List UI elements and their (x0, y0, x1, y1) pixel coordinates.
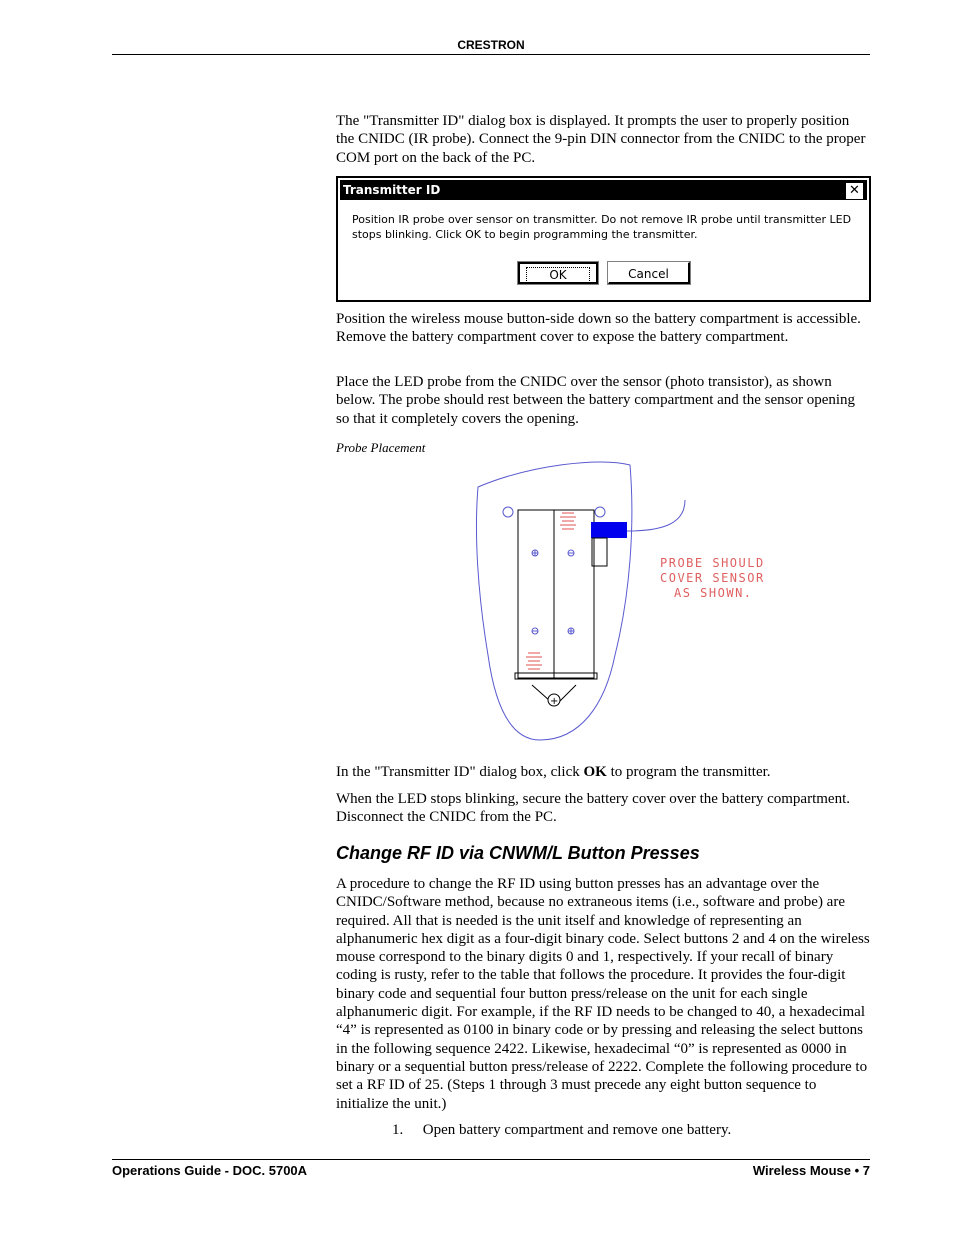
footer-right: Wireless Mouse • 7 (752, 1163, 870, 1178)
probe-placement-figure (470, 455, 770, 745)
step-text: Open battery compartment and remove one battery. (422, 1122, 732, 1138)
procedure-paragraph: A procedure to change the RF ID using button presses has an advantage over the CNIDC/Software method, because no extraneous items (i.e., software and probe) are required. All that is needed is the unit itself and knowledge of representing an alphanumeric hex digit as a four-digit binary code. Select buttons 2 and 4 on the wireless mouse correspond to the binary digits 0 and 1, respectively. If your recall of binary coding is rusty, refer to the table that follows the procedure. It provides the four-digit binary code and sequential four button press/release on the unit for each single alphanumeric digit. For example, if the RF ID needs to be changed to 40, a hexadecimal “4” is represented as 0100 in binary code or by pressing and releasing the select buttons in the following sequence 2422. Likewise, hexadecimal “0” is represented as 0000 in binary or a sequential button press/release of 2222. Complete the following procedure to set a RF ID of 25. (Steps 1 through 3 must precede any eight button sequence to initialize the unit.) (336, 876, 870, 1112)
note-line-2: COVER SENSOR (660, 571, 765, 585)
ok-button[interactable] (518, 262, 598, 284)
battery-spring-bottom (526, 653, 542, 669)
polarity-marks (532, 550, 574, 634)
click-ok-paragraph (336, 763, 870, 781)
p4-text-end: to program the transmitter. (606, 764, 771, 780)
intro-paragraph: The "Transmitter ID" dialog box is displayed. It prompts the user to properly position the CNIDC (IR probe). Connect the 9-pin DIN connector from the CNIDC to the proper COM port on the back of the PC. (336, 113, 866, 166)
probe-paragraph: Place the LED probe from the CNIDC over the sensor (photo transistor), as shown below. The probe should rest between the battery compartment and the sensor opening so that it completely covers the opening. (336, 374, 856, 427)
note-line-3: AS SHOWN. (674, 586, 753, 600)
led-paragraph: When the LED stops blinking, secure the battery cover over the battery compartment. Disconnect the CNIDC from the PC. (336, 791, 850, 826)
step-number: 1. (392, 1122, 404, 1138)
position-paragraph: Position the wireless mouse button-side down so the battery compartment is accessible. Remove the battery compartment cover to expose the battery compartment. (336, 311, 861, 346)
section-heading: Change RF ID via CNWM/L Button Presses (336, 843, 700, 863)
probe-cable (627, 500, 685, 531)
step-list-item (392, 1122, 731, 1139)
screw-right (595, 507, 605, 517)
ok-button-label: OK (526, 267, 589, 283)
p4-bold: OK (583, 764, 607, 780)
p4-text: In the "Transmitter ID" dialog box, click (336, 764, 584, 780)
figure-caption: Probe Placement (336, 440, 426, 455)
footer-left: Operations Guide - DOC. 5700A (112, 1163, 308, 1178)
close-icon[interactable]: ✕ (846, 183, 863, 199)
note-line-1: PROBE SHOULD (660, 556, 765, 570)
dialog-title-bar (340, 180, 867, 200)
page-header-brand: CRESTRON (457, 38, 525, 52)
ir-probe (591, 522, 627, 538)
transmitter-id-dialog (336, 176, 871, 302)
dialog-message: Position IR probe over sensor on transmitter. Do not remove IR probe until transmitter LED stops blinking. Click OK to begin programming the transmitter. (352, 213, 852, 241)
footer-rule (112, 1159, 870, 1160)
plus-glyph: + (550, 696, 559, 707)
battery-spring-top (560, 513, 576, 529)
screw-left (503, 507, 513, 517)
cancel-button[interactable]: Cancel (608, 262, 690, 284)
dialog-title: Transmitter ID (343, 183, 441, 197)
header-rule (112, 54, 870, 55)
